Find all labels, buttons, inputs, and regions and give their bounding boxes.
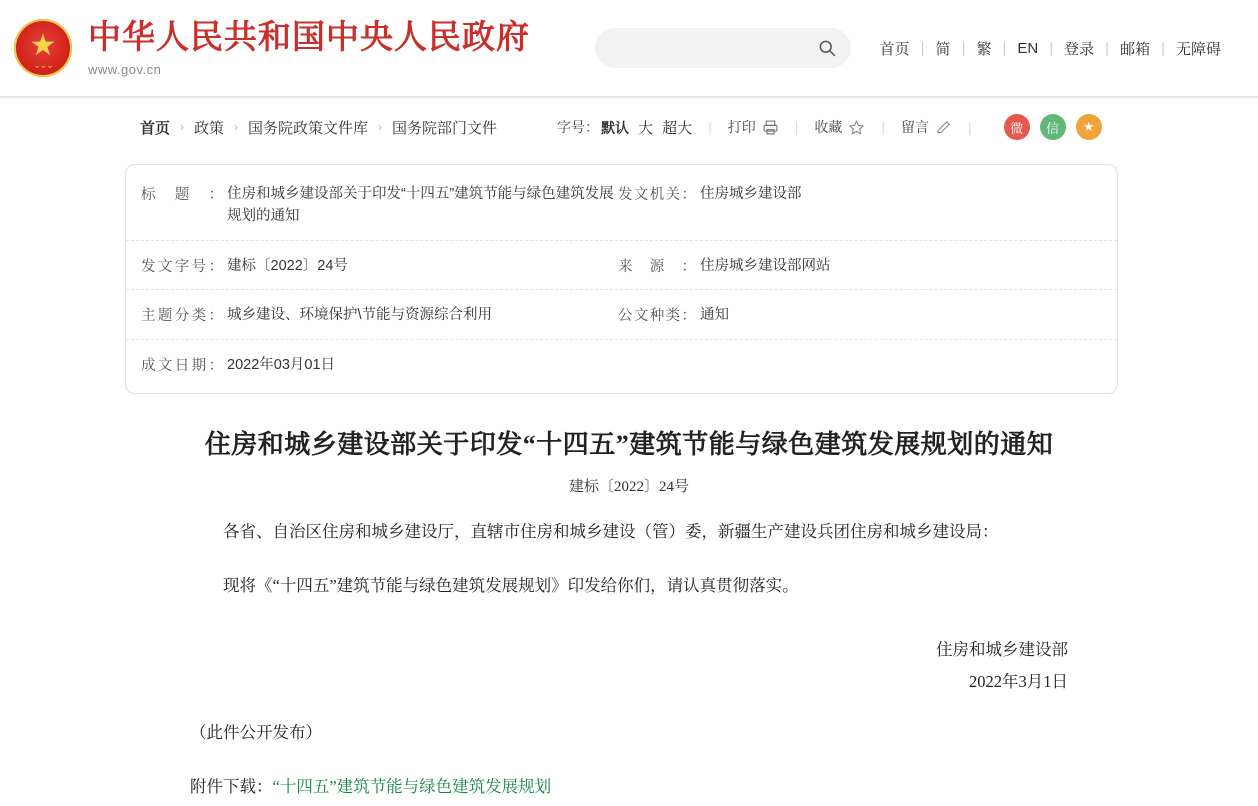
wechat-icon[interactable]: 信 [1040, 114, 1066, 140]
search-box[interactable] [595, 28, 851, 68]
nav-separator: | [1002, 39, 1007, 57]
fontsize-large[interactable]: 大 [638, 119, 654, 137]
meta-cell-title [126, 183, 618, 228]
breadcrumb-item-policy[interactable]: 政策 [194, 119, 225, 137]
print-label: 打印 [727, 119, 756, 135]
pencil-icon[interactable] [935, 119, 952, 136]
fontsize-extra-large[interactable]: 超大 [662, 119, 693, 137]
meta-value: 2022年03月01日 [227, 356, 336, 373]
meta-key: 发文字号 ： [141, 255, 227, 276]
fontsize-label: 字号： [557, 119, 600, 135]
nav-item-accessibility[interactable]: 无障碍 [1175, 40, 1221, 58]
meta-cell-source [618, 255, 1117, 277]
nav-item-simplified[interactable]: 简 [935, 40, 951, 58]
favorite-label: 收藏 [814, 119, 843, 135]
attachment-link[interactable]: “十四五”建筑节能与绿色建筑发展规划 [272, 777, 552, 797]
breadcrumb-item-document-library[interactable]: 国务院政策文件库 [248, 119, 369, 137]
nav-separator: | [920, 39, 925, 57]
document-signature [190, 634, 1078, 697]
meta-key: 公文种类 ： [618, 304, 700, 325]
signature-organization: 住房和城乡建设部 [936, 640, 1068, 660]
meta-cell-issuing-agency [618, 183, 1117, 205]
comment-button[interactable] [901, 117, 952, 137]
national-emblem-icon [14, 19, 72, 77]
nav-item-traditional[interactable]: 繁 [976, 40, 992, 58]
meta-key: 标题 ： [141, 183, 227, 204]
fontsize-options [601, 117, 692, 138]
table-row [126, 290, 1117, 339]
printer-icon[interactable] [762, 119, 779, 136]
attachment-line [190, 769, 1078, 805]
meta-value: 建标〔2022〕24号 [227, 257, 348, 274]
meta-value: 城乡建设、环境保护\节能与资源综合利用 [227, 307, 493, 324]
toolbar-divider: | [794, 119, 799, 135]
document-paragraph-1: 现将《“十四五”建筑节能与绿色建筑发展规划》印发给你们，请认真贯彻落实。 [223, 576, 799, 596]
signature-date: 2022年3月1日 [969, 671, 1068, 691]
table-row [126, 340, 1117, 389]
nav-separator: | [1161, 39, 1165, 57]
emblem-wheat-icon: ⌄⌄⌄ [33, 60, 53, 70]
breadcrumb-separator: › [378, 120, 383, 134]
favorites-icon[interactable]: ★ [1076, 114, 1102, 140]
search-icon[interactable] [817, 38, 837, 58]
meta-value: 通知 [700, 307, 729, 324]
meta-cell-document-number [126, 255, 618, 277]
meta-key: 成文日期 ： [141, 354, 227, 375]
site-title: 中华人民共和国中央人民政府 [88, 18, 530, 56]
meta-cell-date [126, 354, 618, 376]
fontsize-default[interactable]: 默认 [601, 119, 630, 136]
print-button[interactable] [728, 117, 779, 137]
site-domain: www.gov.cn [88, 61, 162, 77]
table-row [126, 169, 1117, 241]
nav-item-english[interactable]: EN [1017, 39, 1039, 57]
meta-value: 住房城乡建设部网站 [700, 257, 831, 274]
document-body [190, 514, 1078, 806]
meta-value: 住房和城乡建设部关于印发“十四五”建筑节能与绿色建筑发展规划的通知 [227, 186, 614, 225]
search-input[interactable] [609, 39, 817, 57]
toolbar-divider: | [968, 119, 972, 135]
document-number: 建标〔2022〕24号 [568, 478, 689, 495]
breadcrumb-item-home[interactable]: 首页 [140, 119, 171, 137]
breadcrumb-bar [0, 98, 1258, 156]
meta-key: 来源 ： [618, 255, 700, 276]
header-nav [869, 38, 1232, 59]
toolbar-divider: | [708, 119, 712, 135]
page-toolbar [557, 114, 1102, 140]
emblem-star-icon: ★ [29, 28, 57, 62]
favorite-button[interactable] [814, 117, 865, 137]
nav-item-mail[interactable]: 邮箱 [1120, 40, 1151, 58]
social-share [1004, 114, 1102, 140]
toolbar-divider: | [881, 119, 886, 135]
comment-label: 留言 [901, 119, 930, 135]
table-row [126, 241, 1117, 290]
nav-separator: | [1049, 39, 1054, 57]
document-salutation: 各省、自治区住房和城乡建设厅，直辖市住房和城乡建设（管）委，新疆生产建设兵团住房和城乡建设局： [223, 521, 999, 541]
breadcrumb-separator: › [234, 120, 239, 134]
star-icon[interactable] [848, 119, 865, 136]
nav-item-login[interactable]: 登录 [1064, 40, 1095, 58]
site-header [0, 0, 1258, 98]
document-public-note: （此件公开发布） [190, 723, 322, 743]
meta-cell-document-type [618, 304, 1117, 326]
attachment-label: 附件下载： [190, 777, 273, 797]
site-branding [88, 19, 530, 76]
nav-separator: | [961, 39, 966, 57]
header-right [595, 28, 1232, 68]
meta-key: 发文机关 ： [618, 183, 700, 204]
page-title: 住房和城乡建设部关于印发“十四五”建筑节能与绿色建筑发展规划的通知 [204, 429, 1054, 459]
breadcrumb-separator: › [180, 120, 185, 134]
nav-item-home[interactable]: 首页 [879, 40, 910, 58]
meta-cell-subject-category [126, 304, 618, 326]
meta-value: 住房城乡建设部 [700, 186, 802, 202]
weibo-icon[interactable]: 微 [1004, 114, 1030, 140]
nav-separator: | [1105, 39, 1110, 57]
meta-key: 主题分类 ： [141, 304, 227, 325]
document-meta-table [125, 164, 1118, 394]
breadcrumb-item-department-documents[interactable]: 国务院部门文件 [392, 119, 498, 137]
